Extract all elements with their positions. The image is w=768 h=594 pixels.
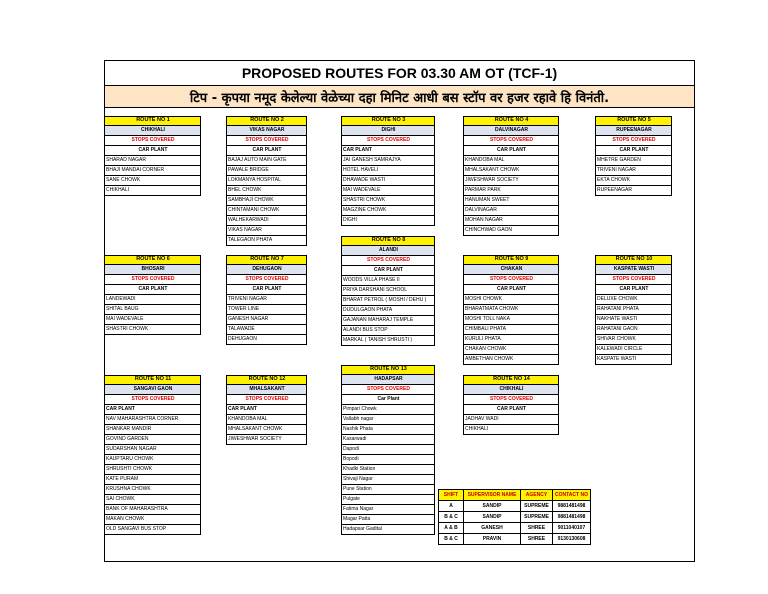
route-stop: LOKMANYA HOSPITAL <box>226 176 307 186</box>
supervisor-table <box>438 489 591 545</box>
page-subtitle-note: टिप - कृपया नमूद केलेल्या वेळेच्या दहा मिनिट आधी बस स्टॉप वर हजर रहावे हि विनंती. <box>104 86 695 108</box>
route-area: SANGAVI GAON <box>104 385 201 395</box>
route-number: ROUTE NO 14 <box>463 375 559 385</box>
route-stop: HANUMAN SWEET <box>463 196 559 206</box>
route-stop: GAJANAN MAHARAJ TEMPLE <box>341 316 435 326</box>
stops-covered-label: STOPS COVERED <box>226 275 307 285</box>
route-stop: Khadki Station <box>341 465 435 475</box>
route-stop: SHASTRI CHOWK <box>104 325 201 335</box>
stops-covered-label: STOPS COVERED <box>341 256 435 266</box>
route-area: VIKAS NAGAR <box>226 126 307 136</box>
route-stop: MHETRE GARDEN <box>595 156 672 166</box>
route-stop: KATE PURAM <box>104 475 201 485</box>
stops-covered-label: STOPS COVERED <box>104 395 201 405</box>
stops-covered-label: STOPS COVERED <box>226 136 307 146</box>
route-stop: MAI WADEVALE <box>104 315 201 325</box>
route-block <box>341 116 435 226</box>
route-number: ROUTE NO 13 <box>341 365 435 375</box>
route-area: DALVINAGAR <box>463 126 559 136</box>
route-stop: CAR PLANT <box>341 266 435 276</box>
route-stop: CAR PLANT <box>595 285 672 295</box>
route-number: ROUTE NO 7 <box>226 255 307 265</box>
route-stop: SAMBHAJI CHOWK <box>226 196 307 206</box>
route-block <box>104 375 201 535</box>
route-stop: WOODS VILLA PHASE II <box>341 276 435 286</box>
route-stop: KRUSHNA CHOWK <box>104 485 201 495</box>
route-stop: EKTA CHOWK <box>595 176 672 186</box>
route-block <box>595 255 672 365</box>
route-stop: OLD SANGAVI BUS STOP <box>104 525 201 535</box>
route-stop: CAR PLANT <box>463 405 559 415</box>
route-stop: WALHEKARWADI <box>226 216 307 226</box>
route-block <box>595 116 672 196</box>
route-stop: JIWESHWAR SOCIETY <box>226 435 307 445</box>
route-stop: MARKAL ( TANISH SHRUSTI ) <box>341 336 435 346</box>
shift-cell: B & C <box>439 512 464 523</box>
route-stop: JAI GANESH SAMRAJYA <box>341 156 435 166</box>
route-stop: CAR PLANT <box>341 146 435 156</box>
route-block <box>341 236 435 346</box>
route-stop: BANK OF MAHARASHTRA <box>104 505 201 515</box>
route-stop: Fatima Nagar <box>341 505 435 515</box>
contact-cell: 9130130608 <box>553 534 591 545</box>
route-stop: JIWESHWAR SOCIETY <box>463 176 559 186</box>
route-stop: TRIVENI NAGAR <box>226 295 307 305</box>
route-stop: SAI CHOWK <box>104 495 201 505</box>
route-stop: CHINCHWAD GAON <box>463 226 559 236</box>
route-stop: VIKAS NAGAR <box>226 226 307 236</box>
route-stop: RUPEENAGAR <box>595 186 672 196</box>
stops-covered-label: STOPS COVERED <box>341 136 435 146</box>
header-shift: SHIFT <box>439 490 464 501</box>
route-stop: ALANDI BUS STOP <box>341 326 435 336</box>
route-stop: DUDULGAON PHATA <box>341 306 435 316</box>
supervisor-table-header <box>439 490 591 501</box>
route-block <box>341 365 435 535</box>
route-stop: CAR PLANT <box>226 146 307 156</box>
route-stop: Pune Station <box>341 485 435 495</box>
route-stop: PRIYA DARSHANI SCHOOL <box>341 286 435 296</box>
route-stop: SHARAD NAGAR <box>104 156 201 166</box>
route-stop: MHALSAKANT CHOWK <box>226 425 307 435</box>
route-stop: DIGHI <box>341 216 435 226</box>
contact-cell: 9881481498 <box>553 512 591 523</box>
agency-cell: SHREE <box>521 523 553 534</box>
route-stop: Shivaji Nagar <box>341 475 435 485</box>
route-number: ROUTE NO 1 <box>104 116 201 126</box>
route-area: MHALSAKANT <box>226 385 307 395</box>
route-stop: NAKHATE WASTI <box>595 315 672 325</box>
route-stop: CAR PLANT <box>463 146 559 156</box>
route-area: RUPEENAGAR <box>595 126 672 136</box>
route-stop: CHAKAN CHOWK <box>463 345 559 355</box>
route-stop: MOHAN NAGAR <box>463 216 559 226</box>
stops-covered-label: STOPS COVERED <box>463 136 559 146</box>
route-stop: TALAWADE <box>226 325 307 335</box>
route-stop: SHITAL BAUG <box>104 305 201 315</box>
route-number: ROUTE NO 6 <box>104 255 201 265</box>
route-area: CHAKAN <box>463 265 559 275</box>
route-stop: KHANDOBA MAL <box>226 415 307 425</box>
route-stop: CAR PLANT <box>226 405 307 415</box>
route-stop: CAR PLANT <box>104 146 201 156</box>
shift-cell: A <box>439 501 464 512</box>
supervisor-row <box>439 523 591 534</box>
route-stop: CAR PLANT <box>104 285 201 295</box>
route-stop: HOTEL HAVELI <box>341 166 435 176</box>
route-area: DIGHI <box>341 126 435 136</box>
route-block <box>104 116 201 196</box>
route-stop: GANESH NAGAR <box>226 315 307 325</box>
shift-cell: B & C <box>439 534 464 545</box>
route-stop: CHINTAMANI CHOWK <box>226 206 307 216</box>
route-stop: SANE CHOWK <box>104 176 201 186</box>
route-stop: KHANDOBA MAL <box>463 156 559 166</box>
stops-covered-label: STOPS COVERED <box>341 385 435 395</box>
route-block <box>226 255 307 345</box>
route-stop: MAI WADEVALE <box>341 186 435 196</box>
route-block <box>463 375 559 435</box>
route-stop: KURULI PHATA <box>463 335 559 345</box>
route-area: ALANDI <box>341 246 435 256</box>
agency-cell: SHREE <box>521 534 553 545</box>
route-stop: Pimpari Chowk <box>341 405 435 415</box>
route-stop: SUDARSHAN NAGAR <box>104 445 201 455</box>
stops-covered-label: STOPS COVERED <box>104 136 201 146</box>
route-stop: GOVIND GARDEN <box>104 435 201 445</box>
route-number: ROUTE NO 4 <box>463 116 559 126</box>
route-stop: CAR PLANT <box>463 285 559 295</box>
route-stop: PARMAR PARK <box>463 186 559 196</box>
route-block <box>104 255 201 335</box>
route-stop: SHANKAR MANDIR <box>104 425 201 435</box>
route-number: ROUTE NO 3 <box>341 116 435 126</box>
route-block <box>463 255 559 365</box>
route-stop: CHIKHALI <box>104 186 201 196</box>
route-stop: CAR PLANT <box>595 146 672 156</box>
route-stop: CAR PLANT <box>104 405 201 415</box>
route-stop: NAV MAHARASHTRA CORNER <box>104 415 201 425</box>
route-block <box>226 116 307 246</box>
route-stop: MOSHI CHOWK <box>463 295 559 305</box>
route-area: BHOSARI <box>104 265 201 275</box>
route-number: ROUTE NO 11 <box>104 375 201 385</box>
supervisor-name-cell: SANDIP <box>464 512 521 523</box>
route-stop: DHAWADE WASTI <box>341 176 435 186</box>
route-stop: Pulgate <box>341 495 435 505</box>
route-stop: BAJAJ AUTO MAIN GATE <box>226 156 307 166</box>
route-stop: Hadapsar Gadital <box>341 525 435 535</box>
route-stop: CHIKHALI <box>463 425 559 435</box>
route-stop: Dapodi <box>341 445 435 455</box>
supervisor-row <box>439 512 591 523</box>
route-stop: KALEWADI CIRCLE <box>595 345 672 355</box>
route-stop: AMBETHAN CHOWK <box>463 355 559 365</box>
route-stop: PAWALE BRIDGE <box>226 166 307 176</box>
stops-covered-label: STOPS COVERED <box>226 395 307 405</box>
route-stop: MHALSAKANT CHOWK <box>463 166 559 176</box>
route-area: CHIKHALI <box>104 126 201 136</box>
route-stop: TRIVENI NAGAR <box>595 166 672 176</box>
route-number: ROUTE NO 9 <box>463 255 559 265</box>
route-block <box>463 116 559 236</box>
agency-cell: SUPREME <box>521 512 553 523</box>
route-stop: SHIVAR CHOWK <box>595 335 672 345</box>
route-stop: Kasarwadi <box>341 435 435 445</box>
page-title: PROPOSED ROUTES FOR 03.30 AM OT (TCF-1) <box>104 60 695 86</box>
route-stop: Vallabh nagar <box>341 415 435 425</box>
stops-covered-label: STOPS COVERED <box>463 395 559 405</box>
route-stop: LANDEWADI <box>104 295 201 305</box>
route-stop: BHARAT PETROL ( MOSHI / DEHU ) <box>341 296 435 306</box>
route-number: ROUTE NO 8 <box>341 236 435 246</box>
route-stop: KASPATE WASTI <box>595 355 672 365</box>
header-supervisor-name: SUPERVISOR NAME <box>464 490 521 501</box>
route-stop: KAUPTARU CHOWK <box>104 455 201 465</box>
contact-cell: 9011040107 <box>553 523 591 534</box>
route-stop: DALVINAGAR <box>463 206 559 216</box>
supervisor-name-cell: PRAVIN <box>464 534 521 545</box>
route-number: ROUTE NO 2 <box>226 116 307 126</box>
route-stop: Magar Patta <box>341 515 435 525</box>
route-area: DEHUGAON <box>226 265 307 275</box>
agency-cell: SUPREME <box>521 501 553 512</box>
stops-covered-label: STOPS COVERED <box>595 136 672 146</box>
shift-cell: A & B <box>439 523 464 534</box>
route-stop: Nashik Phata <box>341 425 435 435</box>
route-area: CHIKHALI <box>463 385 559 395</box>
route-area: HADAPSAR <box>341 375 435 385</box>
route-stop: Bopodi <box>341 455 435 465</box>
route-stop: BHAJI MANDAI CORNER <box>104 166 201 176</box>
stops-covered-label: STOPS COVERED <box>463 275 559 285</box>
route-stop: Car Plant <box>341 395 435 405</box>
supervisor-name-cell: GANESH <box>464 523 521 534</box>
route-stop: TALEGAON PHATA <box>226 236 307 246</box>
route-stop: MAKAN CHOWK <box>104 515 201 525</box>
contact-cell: 9881481498 <box>553 501 591 512</box>
header-agency: AGENCY <box>521 490 553 501</box>
route-area: KASPATE WASTI <box>595 265 672 275</box>
route-stop: MOSHI TOLL NAKA <box>463 315 559 325</box>
route-stop: JADHAV WADI <box>463 415 559 425</box>
route-stop: RAHATANI GAON <box>595 325 672 335</box>
route-stop: SHASTRI CHOWK <box>341 196 435 206</box>
route-stop: BHARATMATA CHOWK <box>463 305 559 315</box>
header-contact-no: CONTACT NO <box>553 490 591 501</box>
route-number: ROUTE NO 10 <box>595 255 672 265</box>
supervisor-row <box>439 534 591 545</box>
supervisor-name-cell: SANDIP <box>464 501 521 512</box>
route-stop: RAHATANI PHATA <box>595 305 672 315</box>
route-block <box>226 375 307 445</box>
stops-covered-label: STOPS COVERED <box>595 275 672 285</box>
route-stop: CAR PLANT <box>226 285 307 295</box>
stops-covered-label: STOPS COVERED <box>104 275 201 285</box>
route-number: ROUTE NO 12 <box>226 375 307 385</box>
route-stop: SHRUSHTI CHOWK <box>104 465 201 475</box>
route-number: ROUTE NO 5 <box>595 116 672 126</box>
route-stop: DEHUGAON <box>226 335 307 345</box>
supervisor-row <box>439 501 591 512</box>
route-stop: MAGZINE CHOWK <box>341 206 435 216</box>
route-stop: CHIMBALI PHATA <box>463 325 559 335</box>
route-stop: BHEL CHOWK <box>226 186 307 196</box>
route-stop: DELUXE CHOWK <box>595 295 672 305</box>
route-stop: TOWER LINE <box>226 305 307 315</box>
